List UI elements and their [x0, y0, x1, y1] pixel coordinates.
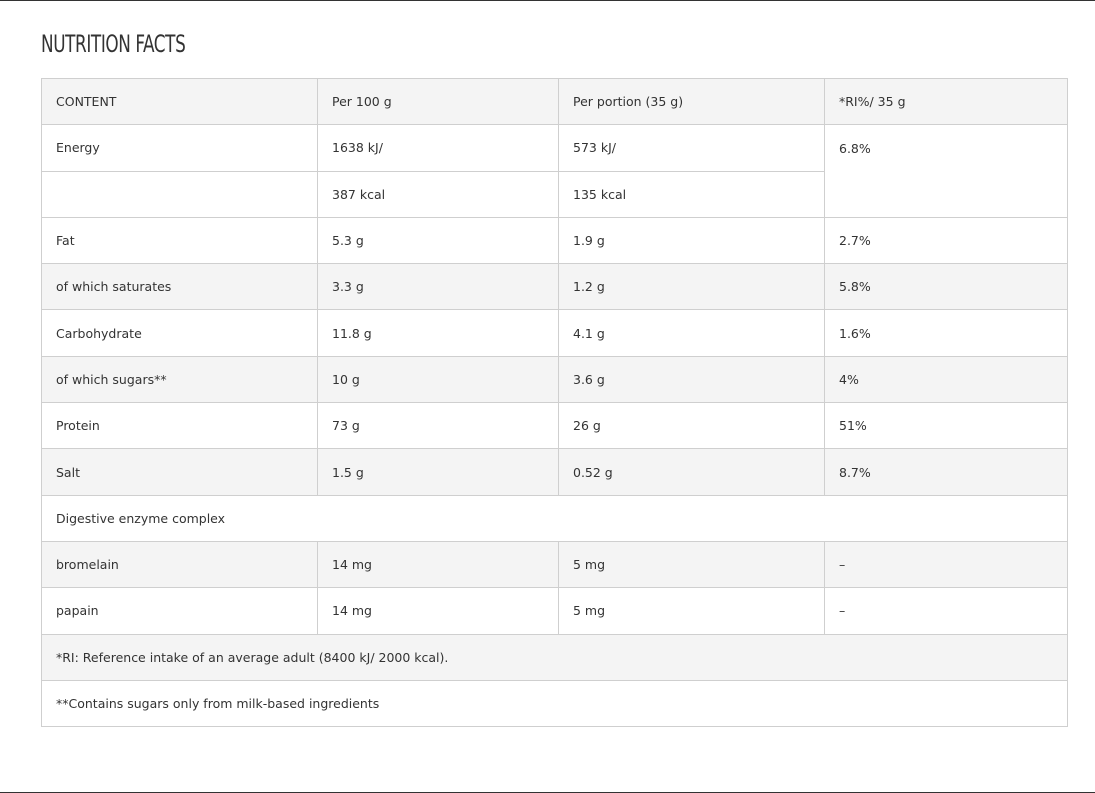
row-ri: –	[825, 588, 1068, 634]
table-row-enzyme-header	[42, 495, 1068, 541]
row-label: of which sugars**	[42, 356, 318, 402]
top-divider	[0, 0, 1095, 1]
header-per-100g: Per 100 g	[318, 79, 559, 125]
table-row-bromelain	[42, 541, 1068, 587]
row-portion: 1.2 g	[559, 264, 825, 310]
energy-per100-kj: 1638 kJ/	[318, 125, 559, 171]
energy-label: Energy	[42, 125, 318, 171]
row-ri: 5.8%	[825, 264, 1068, 310]
row-portion: 0.52 g	[559, 449, 825, 495]
table-row-footnote-ri	[42, 634, 1068, 680]
energy-portion-kj: 573 kJ/	[559, 125, 825, 171]
row-per100: 14 mg	[318, 588, 559, 634]
footnote-ri: *RI: Reference intake of an average adult (8400 kJ/ 2000 kcal).	[42, 634, 1068, 680]
row-per100: 11.8 g	[318, 310, 559, 356]
page-title: NUTRITION FACTS	[41, 30, 186, 58]
footnote-sugars: **Contains sugars only from milk-based ingredients	[42, 680, 1068, 726]
row-portion: 1.9 g	[559, 217, 825, 263]
row-ri: 1.6%	[825, 310, 1068, 356]
table-row-protein	[42, 403, 1068, 449]
row-per100: 14 mg	[318, 541, 559, 587]
table-row-energy-kj	[42, 125, 1068, 171]
header-content: CONTENT	[42, 79, 318, 125]
table-row-papain	[42, 588, 1068, 634]
row-per100: 3.3 g	[318, 264, 559, 310]
energy-per100-kcal: 387 kcal	[318, 171, 559, 217]
row-label: Protein	[42, 403, 318, 449]
header-ri: *RI%/ 35 g	[825, 79, 1068, 125]
row-label: of which saturates	[42, 264, 318, 310]
table-header-row	[42, 79, 1068, 125]
row-portion: 5 mg	[559, 541, 825, 587]
row-per100: 1.5 g	[318, 449, 559, 495]
row-per100: 10 g	[318, 356, 559, 402]
row-portion: 26 g	[559, 403, 825, 449]
row-ri: 8.7%	[825, 449, 1068, 495]
row-ri: 4%	[825, 356, 1068, 402]
enzyme-section-title: Digestive enzyme complex	[42, 495, 1068, 541]
energy-ri: 6.8%	[825, 125, 1068, 218]
row-label: Carbohydrate	[42, 310, 318, 356]
row-portion: 5 mg	[559, 588, 825, 634]
row-per100: 73 g	[318, 403, 559, 449]
table-row-fat	[42, 217, 1068, 263]
row-portion: 4.1 g	[559, 310, 825, 356]
row-ri: 2.7%	[825, 217, 1068, 263]
row-portion: 3.6 g	[559, 356, 825, 402]
row-ri: –	[825, 541, 1068, 587]
energy-label-empty	[42, 171, 318, 217]
row-label: bromelain	[42, 541, 318, 587]
row-ri: 51%	[825, 403, 1068, 449]
table-row-sugars	[42, 356, 1068, 402]
table-row-footnote-sugars	[42, 680, 1068, 726]
header-per-portion: Per portion (35 g)	[559, 79, 825, 125]
row-label: papain	[42, 588, 318, 634]
row-label: Fat	[42, 217, 318, 263]
nutrition-table	[41, 78, 1068, 727]
row-per100: 5.3 g	[318, 217, 559, 263]
table-row-saturates	[42, 264, 1068, 310]
table-row-carbohydrate	[42, 310, 1068, 356]
table-row-salt	[42, 449, 1068, 495]
energy-portion-kcal: 135 kcal	[559, 171, 825, 217]
row-label: Salt	[42, 449, 318, 495]
